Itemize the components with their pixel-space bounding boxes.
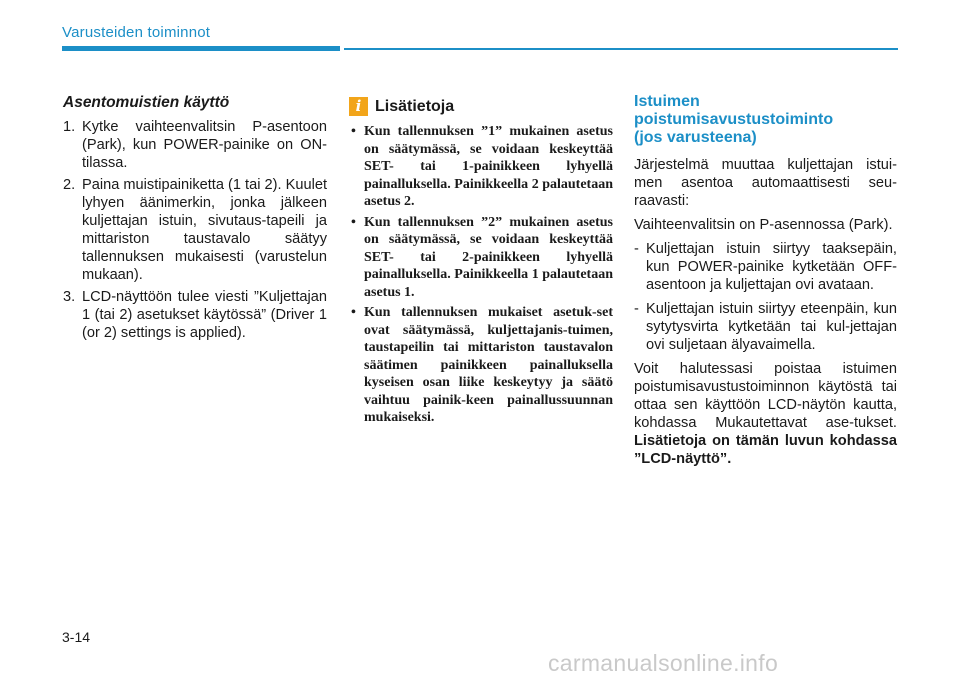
section-title: Varusteiden toiminnot <box>62 24 211 41</box>
bullet-icon: • <box>351 305 356 320</box>
step-number: 3. <box>63 289 76 305</box>
dash-item: - Kuljettajan istuin siirtyy taaksepäin, kun POWER-painike kytketään OFF-asentoon ja kuljettajan ovi avataan. <box>634 241 897 293</box>
step-text: LCD-näyttöön tulee viesti ”Kuljettajan 1 (tai 2) asetukset käytössä” (Driver 1 (or 2) settings is applied). <box>82 289 327 341</box>
info-bullet: • Kun tallennuksen ”1” mukainen asetus on säätymässä, se voidaan keskeyttää SET- tai 1-painikkeen lyhyellä painalluksella. Painikkeella 2 palautetaan asetus 2. <box>351 124 613 209</box>
memory-usage-heading: Asentomuistien käyttö <box>63 94 230 111</box>
info-title: Lisätietoja <box>375 97 455 115</box>
settings-paragraph: Voit halutessasi poistaa istuimen poistumisavustustoiminnon käytöstä tai ottaa sen käyttöön LCD-näytön kautta, kohdassa Mukautettavat ase-tukset. Lisätietoja on tämän luvun kohdassa ”LCD-näyttö”. <box>634 361 897 467</box>
info-bullet: • Kun tallennuksen mukaiset asetuk-set ovat säätymässä, kuljettajanis-tuimen, taustapeilin tai mittariston taustavalon säätimen painikkeen painalluksella kyseisen osan liike keskeytyy ja säätö vaihtuu painik-keen painallussuunnan mukaiseksi. <box>351 305 613 425</box>
header-rule-thin <box>344 48 898 50</box>
watermark: carmanualsonline.info <box>548 650 779 676</box>
info-icon: i <box>349 97 368 116</box>
steps-list <box>63 118 327 342</box>
step-number: 2. <box>63 177 76 193</box>
step-text: Paina muistipainiketta (1 tai 2). Kuulet lyhyen äänimerkin, jonka jälkeen kuljettajan istuin, sivutaus-tapeili ja mittariston taustavalo säätyy tallennuksen mukaisesti (varustelun mukaan). <box>82 177 327 283</box>
gear-paragraph: Vaihteenvalitsin on P-asennossa (Park). <box>634 217 893 233</box>
bullet-icon: • <box>351 124 356 139</box>
step-item <box>63 118 327 172</box>
info-header <box>349 97 613 116</box>
step-number: 1. <box>63 119 76 135</box>
step-item <box>63 288 327 342</box>
reference-text: Lisätietoja on tämän luvun kohdassa ”LCD-näyttö”. <box>634 433 897 467</box>
dash-marker: - <box>634 241 639 257</box>
page-number: 3-14 <box>62 629 91 645</box>
dash-marker: - <box>634 301 639 317</box>
info-column <box>349 97 613 430</box>
info-bullet: • Kun tallennuksen ”2” mukainen asetus on säätymässä, se voidaan keskeyttää SET- tai 2-painikkeen lyhyellä painalluksella. Painikkeella 1 palautetaan asetus 1. <box>351 214 613 300</box>
step-text: Kytke vaihteenvalitsin P-asentoon (Park), kun POWER-painike on ON-tilassa. <box>82 119 327 171</box>
step-item <box>63 176 327 284</box>
header-rule-thick <box>62 46 340 51</box>
seat-exit-assist-heading: Istuimen poistumisavustustoiminto (jos varusteena) <box>634 93 834 146</box>
left-column <box>63 94 327 346</box>
right-column <box>634 93 897 474</box>
dash-item: - Kuljettajan istuin siirtyy eteenpäin, kun sytytysvirta kytketään tai kul-jettajan ovi suljetaan älyavaimella. <box>634 301 897 353</box>
intro-paragraph: Järjestelmä muuttaa kuljettajan istui-men asentoa automaattisesti seu-raavasti: <box>634 157 897 209</box>
bullet-icon: • <box>351 214 356 230</box>
info-bullets <box>349 123 613 427</box>
